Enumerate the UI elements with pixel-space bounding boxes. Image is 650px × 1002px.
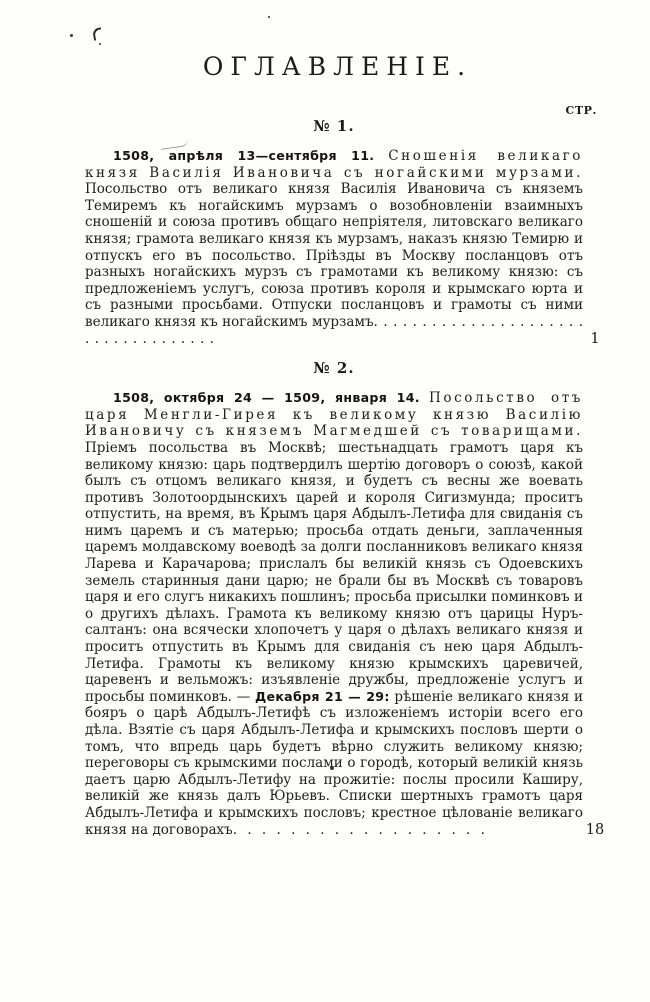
ink-speck <box>70 34 73 37</box>
toc-entry-2 <box>85 359 605 838</box>
entry-1-paragraph <box>85 148 600 347</box>
text-column <box>85 52 605 838</box>
page-title: ОГЛАВЛЕНІЕ. <box>202 52 473 81</box>
entry-2-paragraph <box>85 390 605 838</box>
entry-2-page-ref: 18 <box>585 821 605 838</box>
ink-speck <box>268 16 270 18</box>
entry-2-summary-part2: рѣшеніе великаго князя и бояръ о царѣ Абдылъ-Летифѣ съ изложеніемъ исторіи всего его дѣла. Взятіе съ царя Абдылъ-Летифа и крымскихъ пословъ шерти о томъ, что впредь царь будетъ вѣрно служить великому князю; переговоры съ крымскими послами о городѣ, который великій князь даетъ царю Абдылъ-Летифу на прожитіе: послы просили Каширу, великій же князь далъ Юрьевъ. Списки шертныхъ грамотъ царя Абдылъ-Летифа и крымскихъ пословъ; крестное цѣлованіе великаго князя на договорахъ <box>85 688 583 838</box>
entry-1-number: № 1. <box>313 117 355 135</box>
entry-2-heading: Посольство отъ царя Менгли-Гирея къ великому князю Василію Ивановичу съ княземъ Магмедшей съ товарищами. <box>85 390 583 440</box>
entry-2-number: № 2. <box>313 359 355 378</box>
entry-2-date: 1508, октября 24 — 1509, января 14. <box>113 390 420 406</box>
entry-1-summary: Посольство отъ великаго князя Василія Ивановича съ княземъ Темиремъ къ ногайскимъ мурзамъ о возобновленіи взаимныхъ сношеній и союза противъ общаго непріятеля, литовскаго великаго князя; грамота великаго князя къ мурзамъ, наказъ князю Темирю и отпускъ его въ посольство. Пріѣзды въ Москву посланцовъ отъ разныхъ ногайскихъ мурзъ съ грамотами къ великому князю: съ предложеніемъ услугъ, союза противъ короля и крымскаго юрта и съ разными просьбами. Отпуски посланцовъ и грамоты съ ними великаго князя къ ногайскимъ мурзамъ <box>85 181 583 330</box>
entry-1-dot-leader: . . . . . . . . . . . . . . . . . . . . . . . . . . . . . . . . . . . . <box>85 313 583 347</box>
ink-blot-artifact <box>92 27 103 40</box>
entry-2-dot-leader: . . . . . . . . . . . . . . . . . . <box>232 821 485 838</box>
entry-2-summary-part1: Пріемъ посольства въ Москвѣ; шестьнадцать грамотъ царя къ великому князю: царь подтвердилъ шертію договоръ о союзѣ, какой былъ съ отцомъ великаго князя, и будетъ съ весны же воевать противъ Золотоордынскихъ царей и короля Сигизмунда; проситъ отпустить, на время, въ Крымъ царя Абдылъ-Летифа для свиданія съ нимъ царемъ и съ матерью; просьба отдать деньги, заплаченныя царемъ молдавскому воеводѣ за долги посланниковъ великаго князя Ларева и Карачарова; прислалъ бы великій князь съ Одоевскихъ земель старинныя дани царю; не брали бы въ Москвѣ съ товаровъ царя и его слугъ никакихъ пошлинъ; просьба присылки поминковъ и о другихъ дѣлахъ. Грамота къ великому князю отъ царицы Нуръ-салтанъ: она всячески хлопочетъ у царя о дѣлахъ великаго князя и проситъ отпустить въ Крымъ для свиданія съ нею царя Абдылъ-Летифа. Грамоты къ великому князю крымскихъ царевичей, царевенъ и вельможъ: изъявленіе дружбы, предложеніе услугъ и просьбы поминковъ. — <box>85 439 583 705</box>
page-column-header: СТР. <box>565 104 597 117</box>
ink-speck <box>99 43 101 45</box>
entry-1-date: 1508, апрѣля 13—сентября 11. <box>113 148 375 163</box>
entry-1-page-ref: 1 <box>590 330 600 347</box>
toc-entry-1 <box>85 117 600 347</box>
entry-1-heading: Сношенія великаго князя Василія Ивановича съ ногайскими мурзами. <box>85 148 584 181</box>
entry-2-inline-date: Декабря 21 — 29: <box>254 688 390 704</box>
